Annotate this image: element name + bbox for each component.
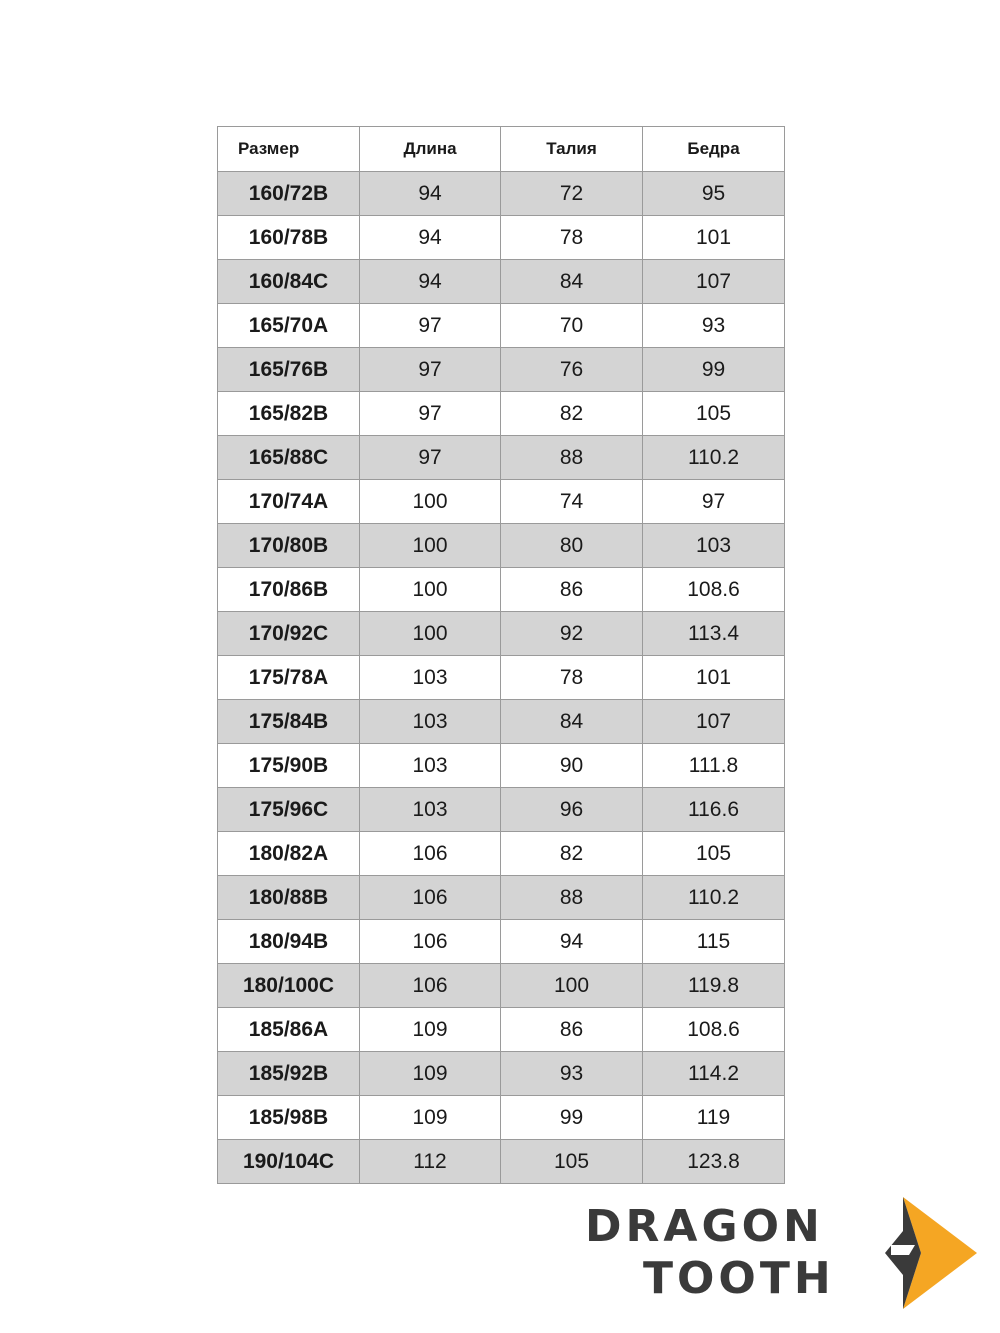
cell-hips: 107	[643, 260, 785, 304]
cell-length: 97	[360, 436, 501, 480]
cell-length: 100	[360, 568, 501, 612]
cell-waist: 82	[501, 832, 643, 876]
cell-waist: 86	[501, 1008, 643, 1052]
cell-waist: 78	[501, 656, 643, 700]
cell-length: 100	[360, 480, 501, 524]
cell-size: 160/78B	[218, 216, 360, 260]
table-row	[218, 1096, 785, 1140]
cell-hips: 110.2	[643, 876, 785, 920]
table-row	[218, 876, 785, 920]
cell-length: 109	[360, 1096, 501, 1140]
cell-length: 112	[360, 1140, 501, 1184]
table-row	[218, 788, 785, 832]
cell-length: 106	[360, 832, 501, 876]
cell-length: 94	[360, 260, 501, 304]
size-chart-table	[217, 126, 785, 1184]
table-row	[218, 568, 785, 612]
cell-waist: 105	[501, 1140, 643, 1184]
cell-size: 175/90B	[218, 744, 360, 788]
table-row	[218, 1052, 785, 1096]
cell-length: 103	[360, 788, 501, 832]
cell-size: 180/100C	[218, 964, 360, 1008]
cell-length: 94	[360, 172, 501, 216]
cell-hips: 99	[643, 348, 785, 392]
cell-size: 170/86B	[218, 568, 360, 612]
table-row	[218, 832, 785, 876]
cell-waist: 76	[501, 348, 643, 392]
cell-waist: 93	[501, 1052, 643, 1096]
cell-waist: 100	[501, 964, 643, 1008]
cell-waist: 72	[501, 172, 643, 216]
cell-hips: 119	[643, 1096, 785, 1140]
cell-length: 103	[360, 656, 501, 700]
cell-hips: 105	[643, 392, 785, 436]
table-row	[218, 524, 785, 568]
cell-hips: 103	[643, 524, 785, 568]
cell-size: 175/78A	[218, 656, 360, 700]
cell-size: 190/104C	[218, 1140, 360, 1184]
cell-size: 175/96C	[218, 788, 360, 832]
table-row	[218, 172, 785, 216]
cell-waist: 84	[501, 260, 643, 304]
cell-size: 185/86A	[218, 1008, 360, 1052]
table-row	[218, 436, 785, 480]
cell-size: 160/72B	[218, 172, 360, 216]
cell-hips: 113.4	[643, 612, 785, 656]
cell-waist: 99	[501, 1096, 643, 1140]
cell-length: 109	[360, 1008, 501, 1052]
table-row	[218, 656, 785, 700]
cell-size: 170/92C	[218, 612, 360, 656]
cell-waist: 78	[501, 216, 643, 260]
cell-length: 100	[360, 612, 501, 656]
cell-size: 170/74A	[218, 480, 360, 524]
cell-size: 180/94B	[218, 920, 360, 964]
cell-length: 109	[360, 1052, 501, 1096]
cell-length: 97	[360, 392, 501, 436]
table-row	[218, 392, 785, 436]
table-row	[218, 216, 785, 260]
cell-hips: 101	[643, 656, 785, 700]
dragon-tooth-logo	[585, 1195, 985, 1310]
cell-size: 165/82B	[218, 392, 360, 436]
cell-hips: 108.6	[643, 568, 785, 612]
cell-hips: 111.8	[643, 744, 785, 788]
cell-hips: 93	[643, 304, 785, 348]
cell-hips: 95	[643, 172, 785, 216]
cell-waist: 84	[501, 700, 643, 744]
header-hips: Бедра	[643, 127, 785, 172]
cell-size: 180/88B	[218, 876, 360, 920]
table-row	[218, 260, 785, 304]
cell-waist: 80	[501, 524, 643, 568]
header-length: Длина	[360, 127, 501, 172]
cell-length: 106	[360, 920, 501, 964]
table-row	[218, 348, 785, 392]
table-row	[218, 920, 785, 964]
cell-size: 185/98B	[218, 1096, 360, 1140]
table-row	[218, 304, 785, 348]
cell-hips: 119.8	[643, 964, 785, 1008]
cell-waist: 82	[501, 392, 643, 436]
cell-length: 97	[360, 348, 501, 392]
logo-line-tooth: TOOTH	[643, 1253, 835, 1304]
header-waist: Талия	[501, 127, 643, 172]
cell-size: 165/70A	[218, 304, 360, 348]
cell-waist: 96	[501, 788, 643, 832]
table-header-row	[218, 127, 785, 172]
logo-line-dragon: DRAGON	[585, 1201, 824, 1252]
cell-waist: 88	[501, 876, 643, 920]
cell-hips: 97	[643, 480, 785, 524]
cell-size: 185/92B	[218, 1052, 360, 1096]
cell-hips: 108.6	[643, 1008, 785, 1052]
cell-waist: 94	[501, 920, 643, 964]
cell-length: 100	[360, 524, 501, 568]
cell-length: 103	[360, 700, 501, 744]
cell-length: 103	[360, 744, 501, 788]
cell-waist: 70	[501, 304, 643, 348]
cell-hips: 105	[643, 832, 785, 876]
cell-length: 94	[360, 216, 501, 260]
table-row	[218, 964, 785, 1008]
cell-waist: 74	[501, 480, 643, 524]
cell-size: 170/80B	[218, 524, 360, 568]
cell-size: 160/84C	[218, 260, 360, 304]
cell-hips: 116.6	[643, 788, 785, 832]
cell-hips: 114.2	[643, 1052, 785, 1096]
cell-size: 165/88C	[218, 436, 360, 480]
table-row	[218, 1008, 785, 1052]
cell-waist: 92	[501, 612, 643, 656]
cell-hips: 107	[643, 700, 785, 744]
cell-hips: 123.8	[643, 1140, 785, 1184]
header-size: Размер	[218, 127, 360, 172]
cell-waist: 90	[501, 744, 643, 788]
cell-length: 97	[360, 304, 501, 348]
table-row	[218, 700, 785, 744]
cell-length: 106	[360, 876, 501, 920]
cell-size: 175/84B	[218, 700, 360, 744]
table-row	[218, 1140, 785, 1184]
cell-hips: 115	[643, 920, 785, 964]
cell-hips: 110.2	[643, 436, 785, 480]
table-row	[218, 480, 785, 524]
table-body	[218, 172, 785, 1184]
cell-waist: 86	[501, 568, 643, 612]
cell-hips: 101	[643, 216, 785, 260]
cell-size: 165/76B	[218, 348, 360, 392]
table-row	[218, 612, 785, 656]
cell-length: 106	[360, 964, 501, 1008]
cell-size: 180/82A	[218, 832, 360, 876]
table-row	[218, 744, 785, 788]
cell-waist: 88	[501, 436, 643, 480]
